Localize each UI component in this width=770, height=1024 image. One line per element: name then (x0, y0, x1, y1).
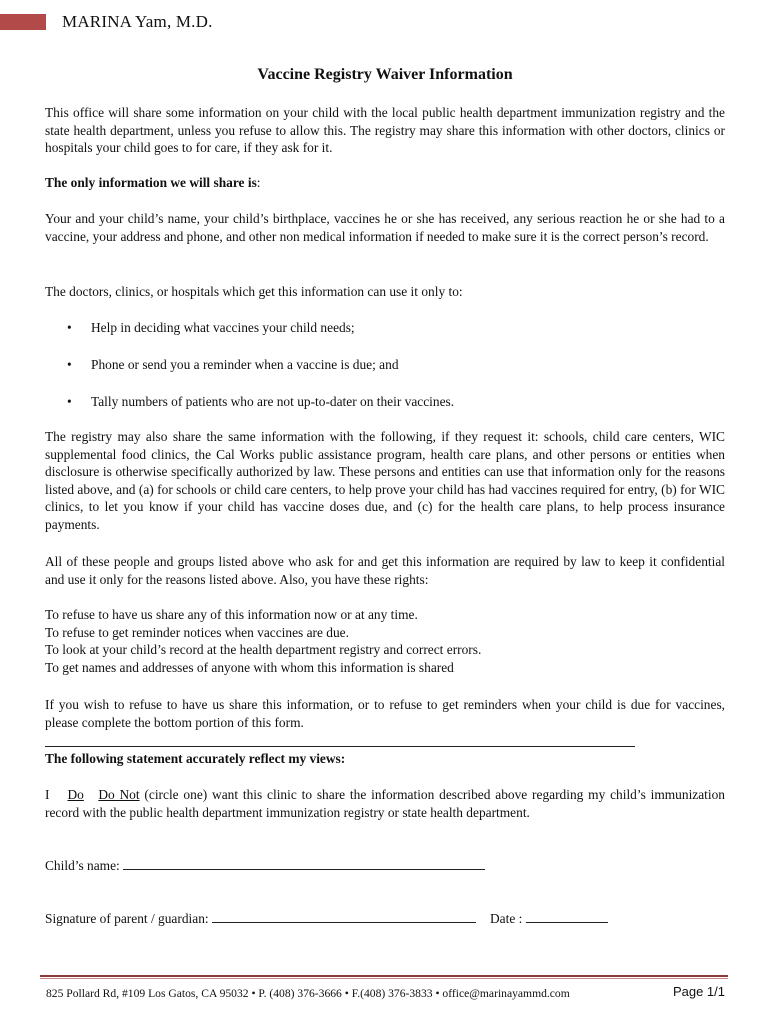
bullet-text: Help in deciding what vaccines your child needs; (91, 320, 355, 335)
child-name-field[interactable] (123, 857, 485, 870)
choice-prefix: I (45, 787, 50, 802)
rights-item: To look at your child’s record at the health department registry and correct errors. (45, 642, 482, 657)
page-number: Page 1/1 (672, 984, 725, 999)
doctor-name: MARINA Yam, M.D. (62, 12, 213, 31)
choice-do-not-option[interactable]: Do Not (98, 787, 140, 802)
page-title: Vaccine Registry Waiver Information (257, 66, 513, 83)
refuse-instructions-paragraph: If you wish to refuse to have us share this information, or to refuse to get reminders when your child is due for vaccines, please complete the bottom portion of this form. (45, 697, 725, 730)
footer-address: 825 Pollard Rd, #109 Los Gatos, CA 95032 • P. (408) 376-3666 • F.(408) 376-3833 • office@marinayammd.com (46, 987, 570, 1000)
share-heading-colon: : (256, 175, 261, 190)
rights-item: To get names and addresses of anyone with whom this information is shared (45, 659, 454, 675)
registry-share-paragraph: The registry may also share the same information with the following, if they request it: schools, child care centers, WIC supplemental food clinics, the Cal Works public assistance program, health care plans, and other persons or entities when disclosure is otherwise specifically authorized by law. These persons and entities can use that information only for the reasons listed above, and (a) for schools or child care centers, to help prove your child has had vaccines required for entry, (b) for WIC clinics, to let you know if your child has vaccine doses due, and (c) for the health care plans, to help process insurance payments. (45, 429, 725, 532)
intro-paragraph: This office will share some information on your child with the local public health department immunization registry and the state health department, unless you refuse to allow this. The registry may share this information with other doctors, clinics or hospitals your child goes to for care, if they ask for it. (45, 105, 725, 155)
date-label: Date : (489, 911, 523, 926)
use-intro-paragraph: The doctors, clinics, or hospitals which get this information can use it only to: (45, 284, 463, 299)
choice-do-option[interactable]: Do (67, 787, 84, 802)
rights-item: To refuse to get reminder notices when vaccines are due. (45, 624, 349, 640)
child-name-row (45, 857, 725, 875)
bullet-glyph: • (67, 357, 72, 372)
rights-list (45, 606, 725, 676)
child-name-label: Child’s name: (45, 858, 120, 873)
header-accent-bar (0, 14, 46, 30)
footer-rule-thin (40, 978, 728, 979)
signature-field[interactable] (212, 910, 476, 923)
list-item (67, 393, 727, 411)
signature-row (45, 910, 725, 928)
choice-paragraph (45, 786, 725, 821)
choice-text: (circle one) want this clinic to share the information described above regarding my child’s immunization record with the public health department immunization registry or state health department. (45, 787, 726, 820)
footer-rule (40, 975, 728, 977)
share-heading (45, 174, 725, 192)
list-item (67, 356, 727, 374)
date-field[interactable] (526, 910, 608, 923)
rights-item: To refuse to have us share any of this information now or at any time. (45, 607, 418, 622)
statement-heading: The following statement accurately reflect my views: (45, 751, 346, 766)
section-divider (45, 746, 635, 747)
confidential-paragraph: All of these people and groups listed above who ask for and get this information are required by law to keep it confidential and use it only for the reasons listed above. Also, you have these rights: (45, 554, 725, 587)
bullet-text: Phone or send you a reminder when a vaccine is due; and (91, 357, 399, 372)
bullet-text: Tally numbers of patients who are not up-to-dater on their vaccines. (91, 394, 455, 409)
bullet-glyph: • (67, 394, 72, 409)
list-item (67, 319, 727, 337)
bullet-glyph: • (67, 320, 72, 335)
share-heading-text: The only information we will share is (45, 175, 257, 190)
share-body-paragraph: Your and your child’s name, your child’s birthplace, vaccines he or she has received, any serious reaction he or she had to a vaccine, your address and phone, and other non medical information if needed to make sure it is the correct person’s record. (45, 211, 725, 244)
signature-label: Signature of parent / guardian: (45, 911, 209, 926)
